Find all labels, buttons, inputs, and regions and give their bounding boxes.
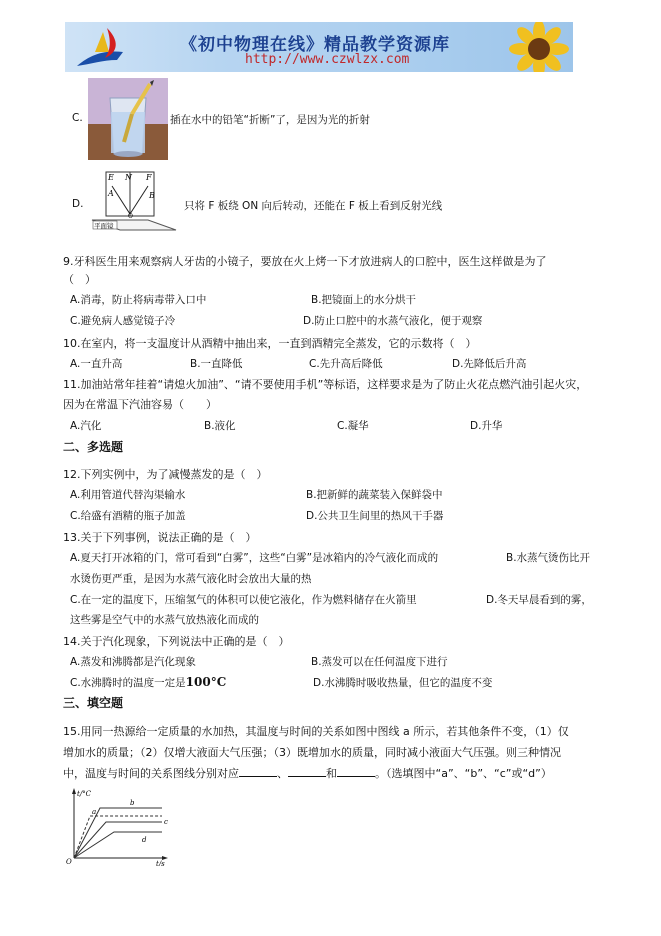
graph-label-d: d — [142, 836, 147, 844]
q14-option-d: D.水沸腾时吸收热量，但它的温度不变 — [313, 677, 493, 689]
q11-option-a: A.汽化 — [70, 420, 102, 432]
q10-option-d: D.先降低后升高 — [452, 358, 527, 370]
q13-option-b: B.水蒸气烫伤比开 — [506, 552, 591, 564]
fig-label-mirror: 平面镜 — [94, 222, 114, 230]
q11-option-c: C.凝华 — [337, 420, 369, 432]
q11-stem-line2: 因为在常温下汽油容易（ ） — [63, 398, 217, 411]
section-fill-blank-heading: 三、填空题 — [63, 696, 124, 710]
q15-line3 — [63, 765, 552, 781]
q9-paren: （ ） — [63, 273, 96, 286]
q14-option-c-text: C.水沸腾时的温度一定是 — [70, 677, 186, 689]
q10-option-b: B.一直降低 — [190, 358, 243, 370]
q9-option-d: D.防止口腔中的水蒸气液化，便于观察 — [303, 315, 483, 327]
sunflower-icon — [505, 22, 573, 72]
q11-option-d: D.升华 — [470, 420, 503, 432]
q9-option-a: A.消毒，防止将病毒带入口中 — [70, 294, 207, 306]
q10-stem: 10.在室内，将一支温度计从酒精中抽出来，一直到酒精完全蒸发，它的示数将（ ） — [63, 337, 477, 350]
option-c-text: 插在水中的铅笔“折断”了，是因为光的折射 — [170, 114, 370, 126]
fig-label-f: F — [146, 173, 152, 182]
fig-label-e: E — [108, 173, 114, 182]
section-multi-choice-heading: 二、多选题 — [63, 440, 124, 454]
option-d-letter: D. — [72, 198, 84, 210]
q15-blank-2[interactable] — [288, 766, 326, 777]
header-banner — [65, 22, 573, 72]
q9-option-c: C.避免病人感觉镜子冷 — [70, 315, 176, 327]
graph-y-label: t/°C — [77, 790, 92, 798]
q12-option-d: D.公共卫生间里的热风干手器 — [306, 510, 444, 522]
graph-origin: O — [66, 858, 72, 866]
banner-url: http://www.czwlzx.com — [245, 52, 410, 67]
logo-icon — [65, 22, 175, 72]
graph-curve-d — [74, 832, 162, 858]
temperature-time-graph — [62, 786, 172, 866]
graph-x-label: t/s — [156, 860, 165, 866]
q14-option-a: A.蒸发和沸腾都是汽化现象 — [70, 656, 196, 668]
q12-option-b: B.把新鲜的蔬菜装入保鲜袋中 — [306, 489, 443, 501]
q11-stem-line1: 11.加油站常年挂着“请熄火加油”、“请不要使用手机”等标语，这样要求是为了防止火花点燃汽油引起火灾， — [63, 378, 588, 391]
q15-line3-lead: 中，温度与时间的关系图线分别对应 — [63, 767, 239, 780]
q12-option-c: C.给盛有酒精的瓶子加盖 — [70, 510, 186, 522]
q15-line1: 15.用同一热源给一定质量的水加热，其温度与时间的关系如图中图线 a 所示，若其他条件不变，（1）仅 — [63, 725, 569, 738]
q13-option-c: C.在一定的温度下，压缩氢气的体积可以使它液化，作为燃料储存在火箭里 — [70, 594, 417, 606]
q11-option-b: B.液化 — [204, 420, 236, 432]
graph-label-b: b — [130, 799, 135, 807]
fig-label-o: O — [128, 213, 133, 220]
q13-option-b-cont: 水烫伤更严重，是因为水蒸气液化时会放出大量的热 — [70, 573, 312, 585]
q14-option-c — [70, 675, 226, 690]
q12-stem: 12.下列实例中，为了减慢蒸发的是（ ） — [63, 468, 268, 481]
fig-label-b: B — [149, 191, 155, 200]
q15-blank-1[interactable] — [239, 766, 277, 777]
q9-option-b: B.把镜面上的水分烘干 — [311, 294, 417, 306]
q15-line3-tail: 。（选填图中“a”、“b”、“c”或“d”） — [375, 767, 552, 780]
q12-option-a: A.利用管道代替沟渠输水 — [70, 489, 186, 501]
q14-stem: 14.关于汽化现象，下列说法中正确的是（ ） — [63, 635, 290, 648]
option-d-text: 只将 F 板绕 ON 向后转动，还能在 F 板上看到反射光线 — [184, 200, 443, 212]
q15-blank-3[interactable] — [337, 766, 375, 777]
q13-option-d: D.冬天早晨看到的雾， — [486, 594, 592, 606]
q10-option-c: C.先升高后降低 — [309, 358, 383, 370]
fig-label-a: A — [108, 189, 114, 198]
q15-sep-1: 、 — [277, 767, 288, 780]
q13-option-d-cont: 这些雾是空气中的水蒸气放热液化而成的 — [70, 614, 259, 626]
q13-option-a: A.夏天打开冰箱的门，常可看到“白雾”，这些“白雾”是冰箱内的冷气液化而成的 — [70, 552, 439, 564]
q15-line2: 增加水的质量；（2）仅增大液面大气压强；（3）既增加水的质量，同时减小液面大气压强。则三种情况 — [63, 746, 561, 759]
q14-option-c-value: 100°C — [185, 675, 227, 689]
q13-stem: 13.关于下列事例，说法正确的是（ ） — [63, 531, 257, 544]
option-c-letter: C. — [72, 112, 83, 124]
graph-curve-c — [74, 822, 162, 858]
q15-sep-2: 和 — [326, 767, 337, 780]
graph-label-a: a — [92, 808, 97, 816]
q14-option-b: B.蒸发可以在任何温度下进行 — [311, 656, 448, 668]
banner-title: 《初中物理在线》精品教学资源库 — [180, 35, 450, 55]
graph-label-c: c — [164, 818, 168, 826]
q9-stem: 9.牙科医生用来观察病人牙齿的小镜子，要放在火上烤一下才放进病人的口腔中，医生这样做是为了 — [63, 255, 547, 268]
pencil-in-water-image — [88, 78, 168, 160]
fig-label-n: N — [125, 173, 132, 182]
reflection-board-image — [88, 168, 180, 234]
q10-option-a: A.一直升高 — [70, 358, 123, 370]
